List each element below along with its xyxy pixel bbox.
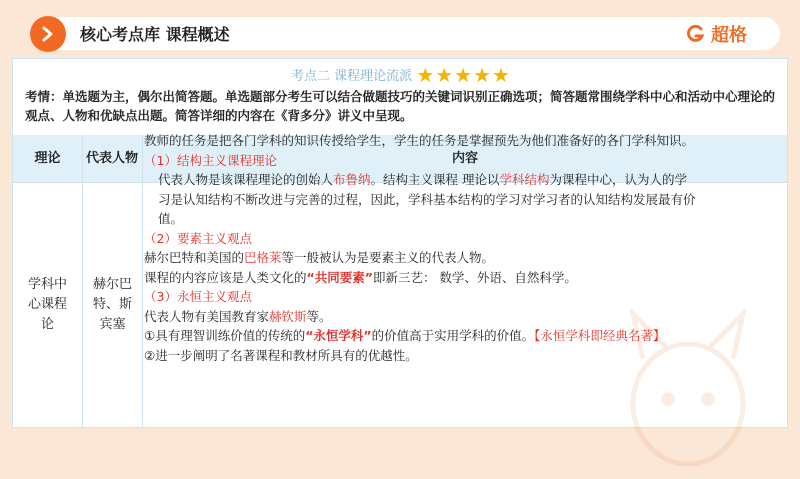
header-person: 代表人物: [86, 150, 139, 166]
exam-intro: 考情：单选题为主，偶尔出简答题。单选题部分考生可以结合做题技巧的关键词识别正确选项；简答题常围绕学科中心和活动中心理论的观点、人物和优缺点出题。简答详细的内容在《背多分》讲义中呈现。: [25, 89, 776, 123]
highlight-bruner: 布鲁纳: [333, 172, 371, 187]
theory-name: 学科中心课程论: [27, 277, 67, 332]
next-arrow-button[interactable]: [30, 16, 66, 52]
person-names: 赫尔巴特、斯宾塞: [92, 277, 132, 332]
rating-stars: ★★★★★: [416, 63, 511, 87]
content-line: 代表人物有美国教育家赫钦斯等。: [144, 308, 332, 324]
content-line: ②进一步阐明了名著课程和教材所具有的优越性。: [144, 347, 418, 363]
highlight-perennial-subjects: “永恒学科”: [305, 328, 372, 343]
content-line: 教师的任务是把各门学科的知识传授给学生，学生的任务是掌握预先为他们准备好的各门学科知识。: [144, 133, 695, 148]
subheading-structuralism: （1）结构主义课程理论: [144, 152, 277, 168]
theory-cell: [13, 183, 82, 427]
highlight-common-elements: “共同要素”: [306, 269, 373, 285]
brand-logo: [685, 21, 747, 47]
highlight-subject-structure: 学科结构: [499, 172, 550, 187]
content-line: 值。: [158, 211, 184, 226]
logo-g-icon: [685, 24, 705, 44]
header-content: 内容: [451, 150, 478, 166]
content-line: 赫尔巴特和美国的巴格莱等一般被认为是要素主义的代表人物。: [144, 250, 495, 265]
topic-heading: [13, 63, 789, 87]
logo-text: 超格: [711, 25, 747, 46]
content-cell: [144, 131, 769, 365]
note-classics: 【永恒学科即经典名著】: [534, 328, 666, 343]
highlight-bagley: 巴格莱: [244, 250, 282, 265]
subheading-perennialism: （3）永恒主义观点: [144, 289, 252, 304]
content-line: 代表人物是该课程理论的创始人布鲁纳。结构主义课程 理论以学科结构为课程中心，认为人的学: [158, 172, 688, 187]
content-line: 课程的内容应该是人类文化的“共同要素”即新三艺： 数学、外语、自然科学。: [144, 269, 577, 285]
content-line: ①具有理智训练价值的传统的“永恒学科”的价值高于实用学科的价值。【永恒学科即经典名著】: [144, 328, 666, 343]
column-divider: [142, 135, 143, 427]
person-cell: [83, 183, 142, 427]
subheading-essentialism: （2）要素主义观点: [144, 230, 252, 246]
chevron-right-icon: [39, 25, 57, 43]
highlight-hutchins: 赫钦斯: [269, 308, 307, 324]
topic-title: 考点二 课程理论流派: [291, 69, 413, 84]
header-theory: 理论: [34, 150, 61, 166]
page-title: 核心考点库 课程概述: [80, 25, 230, 44]
header: [0, 0, 800, 54]
content-line: 习是认知结构不断改进与完善的过程，因此，学科基本结构的学习对学习者的认知结构发展最有价: [158, 191, 696, 207]
